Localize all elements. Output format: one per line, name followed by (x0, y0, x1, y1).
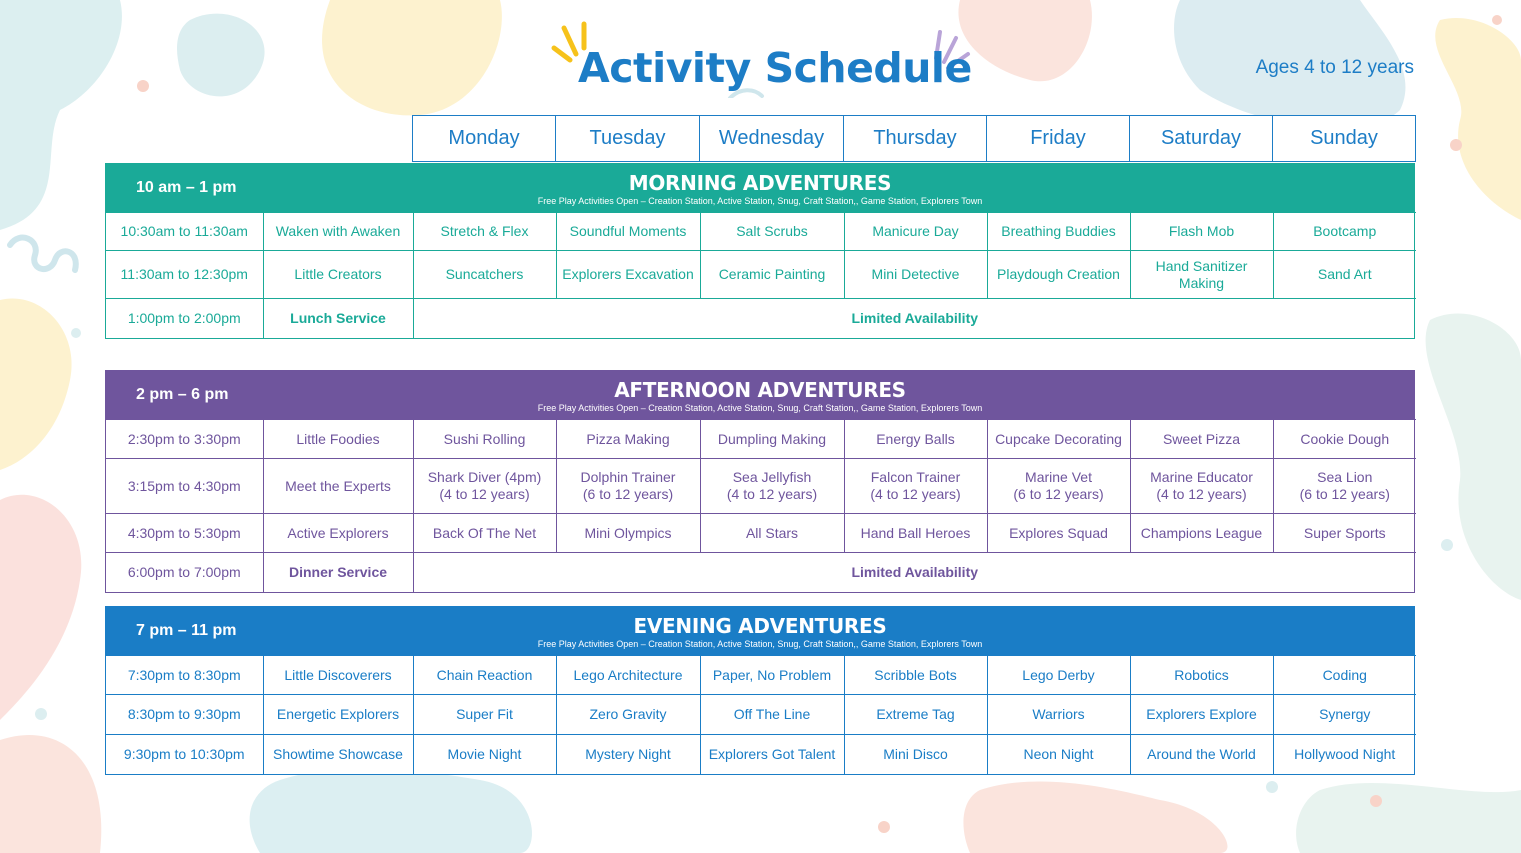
activity-cell: Coding (1273, 656, 1416, 695)
meal-label: Dinner Service (263, 553, 413, 592)
age-range-label: Ages 4 to 12 years (1255, 57, 1414, 78)
section-subtitle: Free Play Activities Open – Creation Station, Active Station, Snug, Craft Station,, Game Station, Explorers Town (537, 639, 983, 649)
activity-cell: All Stars (700, 514, 844, 553)
activity-cell: Mystery Night (556, 735, 700, 774)
activity-cell: Pizza Making (556, 420, 700, 459)
activity-cell: Little Creators (263, 251, 413, 299)
time-slot-cell: 1:00pm to 2:00pm (106, 299, 263, 338)
activity-cell: Little Discoverers (263, 656, 413, 695)
activity-cell: Sea Jellyfish (4 to 12 years) (700, 459, 844, 514)
blob-shape (0, 735, 101, 853)
table-row (106, 459, 1416, 514)
blob-shape (250, 768, 532, 853)
section-time-range: 2 pm – 6 pm (136, 386, 229, 403)
activity-cell: Shark Diver (4pm) (4 to 12 years) (413, 459, 556, 514)
dot-shape (1492, 15, 1502, 25)
table-row (106, 735, 1416, 774)
activity-cell: Neon Night (987, 735, 1130, 774)
activity-cell: Falcon Trainer (4 to 12 years) (844, 459, 987, 514)
section-banner (106, 371, 1414, 419)
table-row (106, 251, 1416, 299)
dot-shape (35, 708, 47, 720)
dot-shape (1266, 781, 1278, 793)
activity-cell: Dumpling Making (700, 420, 844, 459)
time-slot-cell: 7:30pm to 8:30pm (106, 656, 263, 695)
activity-cell: Paper, No Problem (700, 656, 844, 695)
time-slot-cell: 8:30pm to 9:30pm (106, 695, 263, 735)
time-slot-cell: 9:30pm to 10:30pm (106, 735, 263, 774)
meal-label: Lunch Service (263, 299, 413, 338)
section-subtitle: Free Play Activities Open – Creation Station, Active Station, Snug, Craft Station,, Game Station, Explorers Town (537, 403, 983, 413)
dot-shape (71, 328, 81, 338)
activity-cell: Movie Night (413, 735, 556, 774)
table-row (106, 514, 1416, 553)
blob-shape (963, 781, 1227, 853)
evening-section (105, 606, 1415, 775)
activity-cell: Explores Squad (987, 514, 1130, 553)
time-slot-cell: 3:15pm to 4:30pm (106, 459, 263, 514)
blob-shape (1435, 18, 1521, 220)
activity-cell: Dolphin Trainer (6 to 12 years) (556, 459, 700, 514)
day-header-monday: Monday (413, 116, 556, 162)
activity-cell: Scribble Bots (844, 656, 987, 695)
blob-shape (0, 298, 72, 470)
activity-cell: Sweet Pizza (1130, 420, 1273, 459)
activity-cell: Stretch & Flex (413, 213, 556, 251)
time-slot-cell: 10:30am to 11:30am (106, 213, 263, 251)
day-header-wednesday: Wednesday (700, 116, 844, 162)
squiggle-shape (10, 238, 76, 270)
activity-cell: Hand Ball Heroes (844, 514, 987, 553)
day-header-sunday: Sunday (1273, 116, 1416, 162)
section-title: EVENING ADVENTURES (633, 614, 887, 638)
activity-cell: Explorers Explore (1130, 695, 1273, 735)
afternoon-section (105, 370, 1415, 593)
activity-cell: Flash Mob (1130, 213, 1273, 251)
table-row (106, 420, 1416, 459)
blob-shape (322, 0, 502, 115)
day-header-tuesday: Tuesday (556, 116, 700, 162)
activity-cell: Explorers Got Talent (700, 735, 844, 774)
availability-note: Limited Availability (413, 553, 1416, 592)
activity-cell: Explorers Excavation (556, 251, 700, 299)
blob-shape (0, 0, 122, 230)
activity-cell: Synergy (1273, 695, 1416, 735)
activity-cell: Meet the Experts (263, 459, 413, 514)
day-header-row (412, 115, 1416, 162)
activity-cell: Lego Derby (987, 656, 1130, 695)
section-time-range: 10 am – 1 pm (136, 179, 237, 196)
activity-cell: Sushi Rolling (413, 420, 556, 459)
activity-cell: Sea Lion (6 to 12 years) (1273, 459, 1416, 514)
activity-cell: Zero Gravity (556, 695, 700, 735)
activity-cell: Marine Educator (4 to 12 years) (1130, 459, 1273, 514)
activity-cell: Mini Olympics (556, 514, 700, 553)
schedule-grid (106, 212, 1416, 338)
activity-cell: Energetic Explorers (263, 695, 413, 735)
morning-section (105, 163, 1415, 339)
table-row (106, 695, 1416, 735)
activity-cell: Around the World (1130, 735, 1273, 774)
blob-shape (1296, 783, 1521, 853)
activity-cell: Marine Vet (6 to 12 years) (987, 459, 1130, 514)
activity-cell: Waken with Awaken (263, 213, 413, 251)
section-title: MORNING ADVENTURES (628, 171, 892, 195)
activity-cell: Lego Architecture (556, 656, 700, 695)
section-subtitle: Free Play Activities Open – Creation Station, Active Station, Snug, Craft Station,, Game Station, Explorers Town (537, 196, 983, 206)
activity-cell: Manicure Day (844, 213, 987, 251)
table-row (106, 656, 1416, 695)
dot-shape (878, 821, 890, 833)
activity-cell: Ceramic Painting (700, 251, 844, 299)
blob-shape (1426, 314, 1521, 600)
activity-cell: Soundful Moments (556, 213, 700, 251)
activity-cell: Playdough Creation (987, 251, 1130, 299)
activity-cell: Suncatchers (413, 251, 556, 299)
activity-cell: Robotics (1130, 656, 1273, 695)
activity-cell: Little Foodies (263, 420, 413, 459)
activity-cell: Hand Sanitizer Making (1130, 251, 1273, 299)
section-title: AFTERNOON ADVENTURES (614, 378, 906, 402)
table-row (106, 213, 1416, 251)
time-slot-cell: 6:00pm to 7:00pm (106, 553, 263, 592)
title-group (540, 18, 980, 98)
activity-cell: Super Fit (413, 695, 556, 735)
page-title: Activity Schedule (578, 44, 972, 92)
activity-cell: Extreme Tag (844, 695, 987, 735)
activity-cell: Bootcamp (1273, 213, 1416, 251)
activity-cell: Showtime Showcase (263, 735, 413, 774)
schedule-grid (106, 655, 1416, 774)
activity-cell: Energy Balls (844, 420, 987, 459)
activity-cell: Sand Art (1273, 251, 1416, 299)
activity-cell: Warriors (987, 695, 1130, 735)
blob-shape (177, 14, 265, 97)
activity-cell: Breathing Buddies (987, 213, 1130, 251)
activity-cell: Mini Disco (844, 735, 987, 774)
activity-cell: Mini Detective (844, 251, 987, 299)
dot-shape (137, 80, 149, 92)
time-slot-cell: 2:30pm to 3:30pm (106, 420, 263, 459)
activity-cell: Back Of The Net (413, 514, 556, 553)
activity-cell: Champions League (1130, 514, 1273, 553)
activity-cell: Super Sports (1273, 514, 1416, 553)
section-banner (106, 607, 1414, 655)
section-banner (106, 164, 1414, 212)
time-slot-cell: 4:30pm to 5:30pm (106, 514, 263, 553)
dot-shape (1370, 795, 1382, 807)
section-time-range: 7 pm – 11 pm (136, 622, 237, 639)
dot-shape (1450, 139, 1462, 151)
dot-shape (1441, 539, 1453, 551)
day-header-saturday: Saturday (1130, 116, 1273, 162)
activity-cell: Off The Line (700, 695, 844, 735)
activity-cell: Chain Reaction (413, 656, 556, 695)
activity-cell: Salt Scrubs (700, 213, 844, 251)
time-slot-cell: 11:30am to 12:30pm (106, 251, 263, 299)
blob-shape (0, 495, 81, 720)
day-header-friday: Friday (987, 116, 1130, 162)
availability-note: Limited Availability (413, 299, 1416, 338)
activity-cell: Hollywood Night (1273, 735, 1416, 774)
activity-cell: Cookie Dough (1273, 420, 1416, 459)
activity-cell: Cupcake Decorating (987, 420, 1130, 459)
day-header-thursday: Thursday (844, 116, 987, 162)
meal-row (106, 553, 1416, 592)
schedule-grid (106, 419, 1416, 592)
activity-cell: Active Explorers (263, 514, 413, 553)
meal-row (106, 299, 1416, 338)
